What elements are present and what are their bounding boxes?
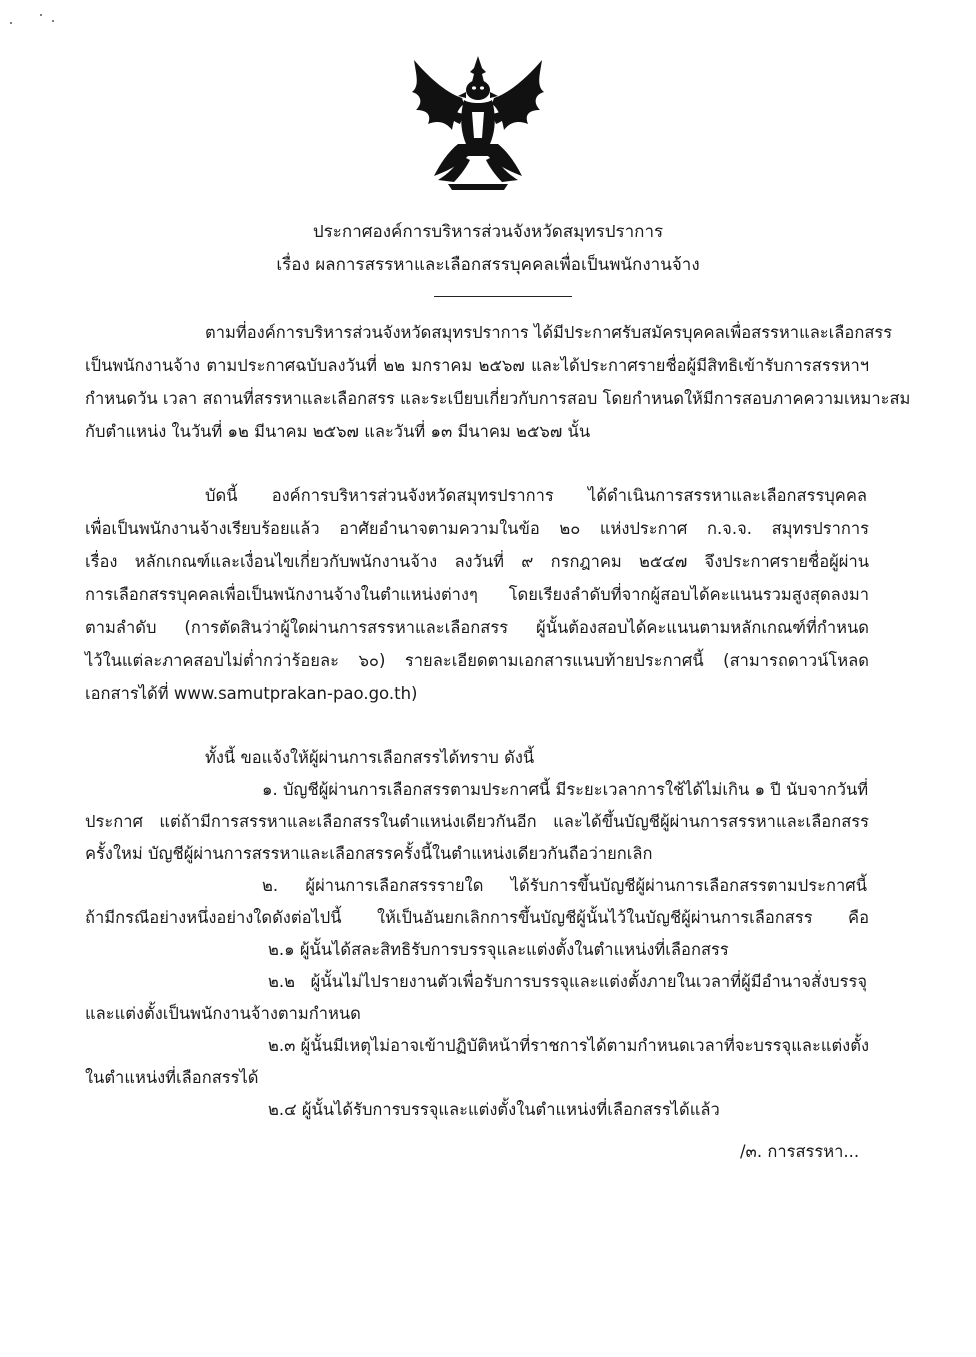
title-divider — [434, 296, 572, 297]
item-1-line: ครั้งใหม่ บัญชีผู้ผ่านการสรรหาและเลือกสรรครั้งนี้ในตำแหน่งเดียวกันถือว่ายกเลิก — [85, 844, 653, 863]
sub-item-2-3-line: ๒.๓ ผู้นั้นมีเหตุไม่อาจเข้าปฏิบัติหน้าที่ราชการได้ตามกำหนดเวลาที่จะบรรจุและแต่งตั้ง — [268, 1036, 870, 1055]
paragraph-2-line: การเลือกสรรบุคคลเพื่อเป็นพนักงานจ้างในตำแหน่งต่างๆ โดยเรียงลำดับที่จากผู้สอบได้คะแนนรวมสูงสุดลงมา — [85, 585, 869, 604]
paragraph-1-line: เป็นพนักงานจ้าง ตามประกาศฉบับลงวันที่ ๒๒ มกราคม ๒๕๖๗ และได้ประกาศรายชื่อผู้มีสิทธิเข้ารับการสรรหาฯ — [85, 356, 869, 375]
paragraph-1-line: กับตำแหน่ง ในวันที่ ๑๒ มีนาคม ๒๕๖๗ และวันที่ ๑๓ มีนาคม ๒๕๖๗ นั้น — [85, 422, 591, 441]
paragraph-2-line: ไว้ในแต่ละภาคสอบไม่ต่ำกว่าร้อยละ ๖๐) รายละเอียดตามเอกสารแนบท้ายประกาศนี้ (สามารถดาวน์โหลด — [85, 651, 869, 670]
sub-item-2-2-line: และแต่งตั้งเป็นพนักงานจ้างตามกำหนด — [85, 1004, 361, 1023]
paragraph-3-intro: ทั้งนี้ ขอแจ้งให้ผู้ผ่านการเลือกสรรได้ทราบ ดังนี้ — [205, 748, 535, 767]
announcement-title: ประกาศองค์การบริหารส่วนจังหวัดสมุทรปราการ — [312, 222, 664, 242]
item-1-line: ประกาศ แต่ถ้ามีการสรรหาและเลือกสรรในตำแหน่งเดียวกันอีก และได้ขึ้นบัญชีผู้ผ่านการสรรหาและเลือกสรร — [85, 812, 869, 831]
paragraph-2-line: เพื่อเป็นพนักงานจ้างเรียบร้อยแล้ว อาศัยอำนาจตามความในข้อ ๒๐ แห่งประกาศ ก.จ.จ. สมุทรปราการ — [85, 519, 869, 538]
item-2-line: ถ้ามีกรณีอย่างหนึ่งอย่างใดดังต่อไปนี้ ให้เป็นอันยกเลิกการขึ้นบัญชีผู้นั้นไว้ในบัญชีผู้ผ่านการเลือกสรร คือ — [85, 908, 869, 927]
scan-speck — [40, 14, 42, 16]
sub-item-2-1: ๒.๑ ผู้นั้นได้สละสิทธิรับการบรรจุและแต่งตั้งในตำแหน่งที่เลือกสรร — [268, 940, 729, 959]
paragraph-2-line: เรื่อง หลักเกณฑ์และเงื่อนไขเกี่ยวกับพนักงานจ้าง ลงวันที่ ๙ กรกฎาคม ๒๕๔๗ จึงประกาศรายชื่อผู้ผ่าน — [85, 552, 869, 571]
paragraph-1-line: ตามที่องค์การบริหารส่วนจังหวัดสมุทรปราการ ได้มีประกาศรับสมัครบุคคลเพื่อสรรหาและเลือกสรร — [205, 323, 893, 342]
garuda-emblem — [404, 52, 552, 192]
item-1-line: ๑. บัญชีผู้ผ่านการเลือกสรรตามประกาศนี้ มีระยะเวลาการใช้ได้ไม่เกิน ๑ ปี นับจากวันที่ — [262, 780, 869, 799]
announcement-subject: เรื่อง ผลการสรรหาและเลือกสรรบุคคลเพื่อเป็นพนักงานจ้าง — [276, 255, 700, 275]
sub-item-2-3-line: ในตำแหน่งที่เลือกสรรได้ — [85, 1068, 259, 1087]
item-2-line: ๒. ผู้ผ่านการเลือกสรรรายใด ได้รับการขึ้นบัญชีผู้ผ่านการเลือกสรรตามประกาศนี้ — [262, 876, 867, 895]
paragraph-2-line: เอกสารได้ที่ www.samutprakan-pao.go.th) — [85, 684, 418, 703]
paragraph-1-line: กำหนดวัน เวลา สถานที่สรรหาและเลือกสรร และระเบียบเกี่ยวกับการสอบ โดยกำหนดให้มีการสอบภาคความเหมาะสม — [85, 389, 911, 408]
scan-speck — [10, 22, 12, 24]
scan-speck — [52, 20, 54, 22]
continuation-note: /๓. การสรรหา... — [740, 1142, 860, 1161]
paragraph-2-line: บัดนี้ องค์การบริหารส่วนจังหวัดสมุทรปราการ ได้ดำเนินการสรรหาและเลือกสรรบุคคล — [205, 486, 867, 505]
sub-item-2-2-line: ๒.๒ ผู้นั้นไม่ไปรายงานตัวเพื่อรับการบรรจุและแต่งตั้งภายในเวลาที่ผู้มีอำนาจสั่งบรรจุ — [268, 972, 867, 991]
sub-item-2-4: ๒.๔ ผู้นั้นได้รับการบรรจุและแต่งตั้งในตำแหน่งที่เลือกสรรได้แล้ว — [268, 1100, 720, 1119]
paragraph-2-line: ตามลำดับ (การตัดสินว่าผู้ใดผ่านการสรรหาและเลือกสรร ผู้นั้นต้องสอบได้คะแนนตามหลักเกณฑ์ที่กำหนด — [85, 618, 869, 637]
